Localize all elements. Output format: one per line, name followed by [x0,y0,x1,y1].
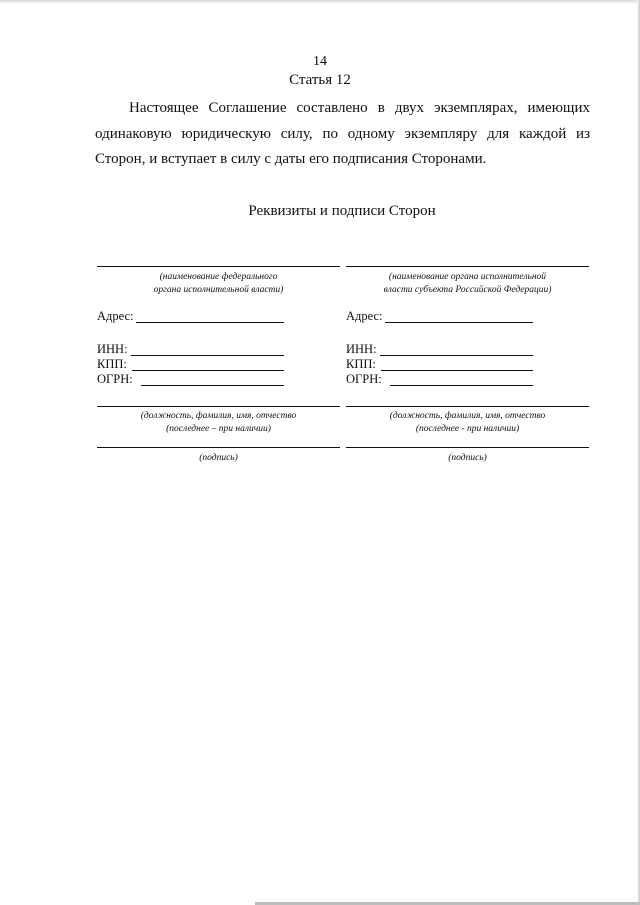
kpp-blank [132,370,284,371]
address-label: Адрес: [346,309,383,323]
signature-line [346,447,589,448]
org-name-caption-line2: власти субъекта Российской Федерации) [383,285,552,295]
inn-field [97,343,340,356]
address-blank [385,322,533,323]
ogrn-field [346,373,589,386]
kpp-label: КПП: [97,357,127,371]
article-heading: Статья 12 [289,72,351,88]
signature-line [97,447,340,448]
position-line [97,406,340,407]
address-blank [136,322,284,323]
position-caption-line2: (последнее - при наличии) [415,424,520,434]
address-label: Адрес: [97,309,134,323]
inn-field [346,343,589,356]
kpp-blank [381,370,533,371]
position-caption [97,410,340,438]
kpp-field [97,358,340,371]
inn-label: ИНН: [346,342,377,356]
ogrn-field [97,373,340,386]
org-name-line [346,266,589,267]
position-caption-line1: (должность, фамилия, имя, отчество [389,411,546,421]
org-name-caption-line1: (наименование органа исполнительной [388,272,547,282]
requisites-heading: Реквизиты и подписи Сторон [248,203,436,219]
kpp-label: КПП: [346,357,376,371]
inn-label: ИНН: [97,342,128,356]
party-block-regional [346,266,589,465]
org-name-caption [346,271,589,299]
position-line [346,406,589,407]
address-field [97,310,340,323]
inn-blank [380,355,533,356]
org-name-caption [97,271,340,299]
position-caption [346,410,589,438]
org-name-caption-line2: органа исполнительной власти) [153,285,284,295]
signature-caption: (подпись) [199,453,238,463]
page-number: 14 [313,54,327,69]
ogrn-blank [141,385,284,386]
party-block-federal [97,266,340,465]
scan-edge-top [0,0,640,4]
ogrn-blank [390,385,533,386]
address-field [346,310,589,323]
article-body: Настоящее Соглашение составлено в двух экземплярах, имеющих одинаковую юридическую силу, по одному экземпляру для каждой из Сторон, и вступает в силу с даты его подписания Сторонами. [95,100,590,167]
kpp-field [346,358,589,371]
inn-blank [131,355,284,356]
position-caption-line2: (последнее – при наличии) [166,424,271,434]
org-name-line [97,266,340,267]
ogrn-label: ОГРН: [346,372,382,386]
org-name-caption-line1: (наименование федерального [159,272,278,282]
ogrn-label: ОГРН: [97,372,133,386]
position-caption-line1: (должность, фамилия, имя, отчество [140,411,297,421]
signature-caption: (подпись) [448,453,487,463]
